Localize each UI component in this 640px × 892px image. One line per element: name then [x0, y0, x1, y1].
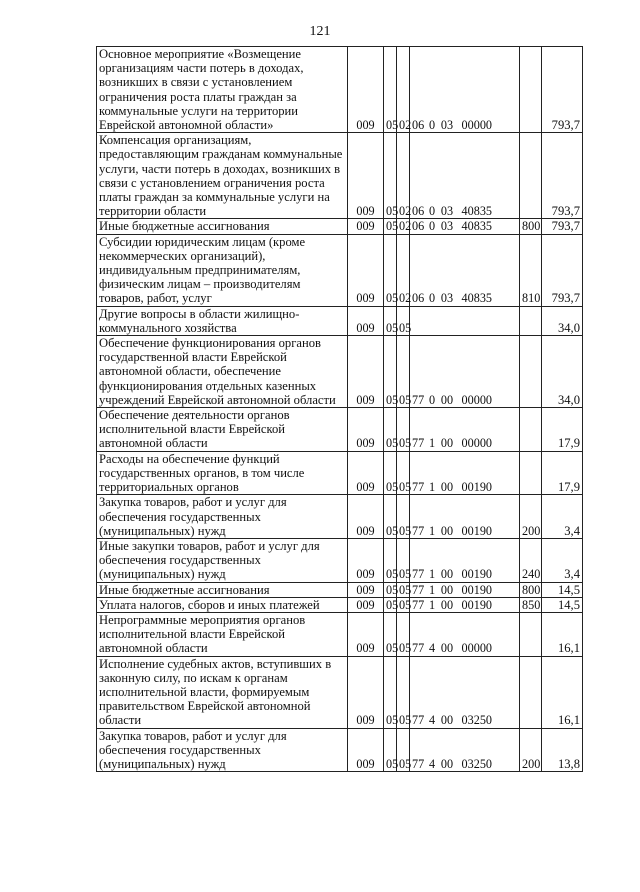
- target-article-part: 00: [440, 523, 454, 538]
- section-code-cell: 05: [384, 597, 397, 612]
- ministry-code-cell: 009: [348, 234, 384, 306]
- table-row: [97, 336, 583, 408]
- target-article-cell: [410, 133, 520, 219]
- expense-type-cell: [520, 451, 542, 495]
- expense-type-cell: [520, 612, 542, 656]
- ministry-code-cell: 009: [348, 336, 384, 408]
- table-row: [97, 612, 583, 656]
- target-article-part: 4: [428, 756, 436, 771]
- expense-type-cell: 810: [520, 234, 542, 306]
- target-article-part: 00190: [461, 523, 492, 538]
- table-row: [97, 495, 583, 539]
- table-row: [97, 656, 583, 728]
- target-article-part: 0: [428, 219, 436, 234]
- target-article-part: 00000: [461, 436, 492, 451]
- ministry-code-cell: 009: [348, 408, 384, 452]
- target-article-part: 00: [440, 436, 454, 451]
- expense-type-cell: [520, 133, 542, 219]
- amount-cell: 14,5: [542, 597, 583, 612]
- target-article-part: 0: [428, 291, 436, 306]
- expense-type-cell: [520, 47, 542, 133]
- target-article-part: 00: [440, 641, 454, 656]
- target-article-part: 1: [428, 597, 436, 612]
- ministry-code-cell: 009: [348, 451, 384, 495]
- target-article-cell: [410, 234, 520, 306]
- target-article-part: 1: [428, 480, 436, 495]
- target-article-cell: [410, 582, 520, 597]
- target-article-part: 00190: [461, 597, 492, 612]
- ministry-code-cell: 009: [348, 656, 384, 728]
- ministry-code-cell: 009: [348, 306, 384, 335]
- amount-cell: 793,7: [542, 47, 583, 133]
- subsection-code-cell: 02: [397, 219, 410, 234]
- amount-cell: 34,0: [542, 306, 583, 335]
- ministry-code-cell: 009: [348, 582, 384, 597]
- section-code-cell: 05: [384, 612, 397, 656]
- target-article-cell: [410, 47, 520, 133]
- subsection-code-cell: 05: [397, 495, 410, 539]
- amount-cell: 3,4: [542, 495, 583, 539]
- target-article-part: 00190: [461, 480, 492, 495]
- table-row: [97, 582, 583, 597]
- expense-type-cell: 240: [520, 538, 542, 582]
- table-row: [97, 306, 583, 335]
- amount-cell: 793,7: [542, 219, 583, 234]
- target-article-part: 77: [412, 480, 425, 495]
- target-article-cell: [410, 597, 520, 612]
- row-name-cell: Обеспечение деятельности органов исполнительной власти Еврейской автономной области: [97, 408, 348, 452]
- target-article-part: 00000: [461, 118, 492, 133]
- section-code-cell: 05: [384, 582, 397, 597]
- target-article-cell: [410, 408, 520, 452]
- subsection-code-cell: 05: [397, 408, 410, 452]
- section-code-cell: 05: [384, 495, 397, 539]
- subsection-code-cell: 05: [397, 728, 410, 772]
- subsection-code-cell: 05: [397, 582, 410, 597]
- row-name-cell: Расходы на обеспечение функций государственных органов, в том числе территориальных органов: [97, 451, 348, 495]
- target-article-part: 40835: [461, 204, 492, 219]
- amount-cell: 34,0: [542, 336, 583, 408]
- target-article-part: 00: [440, 480, 454, 495]
- target-article-part: 00: [440, 756, 454, 771]
- expense-type-cell: [520, 656, 542, 728]
- subsection-code-cell: 05: [397, 538, 410, 582]
- target-article-part: 77: [412, 641, 425, 656]
- target-article-part: 00: [440, 597, 454, 612]
- target-article-part: 03250: [461, 756, 492, 771]
- row-name-cell: Непрограммные мероприятия органов исполнительной власти Еврейской автономной области: [97, 612, 348, 656]
- ministry-code-cell: 009: [348, 219, 384, 234]
- amount-cell: 14,5: [542, 582, 583, 597]
- row-name-cell: Иные бюджетные ассигнования: [97, 219, 348, 234]
- section-code-cell: 05: [384, 306, 397, 335]
- section-code-cell: 05: [384, 133, 397, 219]
- row-name-cell: Субсидии юридическим лицам (кроме некоммерческих организаций), индивидуальным предпринимателям, физическим лицам – производителям товаров, работ, услуг: [97, 234, 348, 306]
- table-row: [97, 597, 583, 612]
- expense-type-cell: [520, 336, 542, 408]
- target-article-part: 77: [412, 523, 425, 538]
- budget-table: [96, 46, 583, 772]
- target-article-part: 77: [412, 436, 425, 451]
- target-article-part: 06: [412, 118, 425, 133]
- subsection-code-cell: 05: [397, 451, 410, 495]
- subsection-code-cell: 02: [397, 133, 410, 219]
- target-article-part: 00: [440, 392, 454, 407]
- row-name-cell: Иные закупки товаров, работ и услуг для обеспечения государственных (муниципальных) нужд: [97, 538, 348, 582]
- subsection-code-cell: 05: [397, 656, 410, 728]
- target-article-part: 4: [428, 641, 436, 656]
- target-article-part: 06: [412, 219, 425, 234]
- target-article-part: 03: [440, 219, 454, 234]
- target-article-part: 06: [412, 204, 425, 219]
- target-article-part: 00000: [461, 392, 492, 407]
- ministry-code-cell: 009: [348, 538, 384, 582]
- amount-cell: 13,8: [542, 728, 583, 772]
- target-article-cell: [410, 451, 520, 495]
- target-article-part: 77: [412, 597, 425, 612]
- row-name-cell: Другие вопросы в области жилищно-коммунального хозяйства: [97, 306, 348, 335]
- amount-cell: 17,9: [542, 451, 583, 495]
- expense-type-cell: 200: [520, 495, 542, 539]
- target-article-cell: [410, 306, 520, 335]
- section-code-cell: 05: [384, 656, 397, 728]
- row-name-cell: Основное мероприятие «Возмещение организациям части потерь в доходах, возникших в связи с установлением ограничения роста платы граждан за коммунальные услуги на территории Еврейской автономной области»: [97, 47, 348, 133]
- subsection-code-cell: 02: [397, 47, 410, 133]
- subsection-code-cell: 02: [397, 234, 410, 306]
- target-article-part: 00190: [461, 582, 492, 597]
- row-name-cell: Иные бюджетные ассигнования: [97, 582, 348, 597]
- section-code-cell: 05: [384, 336, 397, 408]
- subsection-code-cell: 05: [397, 612, 410, 656]
- target-article-part: 1: [428, 567, 436, 582]
- target-article-part: 00: [440, 713, 454, 728]
- section-code-cell: 05: [384, 234, 397, 306]
- row-name-cell: Компенсация организациям, предоставляющим гражданам коммунальные услуги, части потерь в доходах, возникших в связи с установлением ограничения роста платы граждан за коммунальные услуги на территории области: [97, 133, 348, 219]
- amount-cell: 16,1: [542, 612, 583, 656]
- target-article-part: 03: [440, 291, 454, 306]
- target-article-part: 1: [428, 436, 436, 451]
- table-row: [97, 133, 583, 219]
- section-code-cell: 05: [384, 408, 397, 452]
- target-article-part: 0: [428, 204, 436, 219]
- ministry-code-cell: 009: [348, 47, 384, 133]
- target-article-part: 00190: [461, 567, 492, 582]
- section-code-cell: 05: [384, 219, 397, 234]
- target-article-part: 1: [428, 582, 436, 597]
- target-article-part: 77: [412, 713, 425, 728]
- amount-cell: 17,9: [542, 408, 583, 452]
- subsection-code-cell: 05: [397, 306, 410, 335]
- row-name-cell: Исполнение судебных актов, вступивших в законную силу, по искам к органам исполнительной власти, формируемым правительством Еврейской автономной области: [97, 656, 348, 728]
- target-article-part: 00000: [461, 641, 492, 656]
- row-name-cell: Уплата налогов, сборов и иных платежей: [97, 597, 348, 612]
- expense-type-cell: [520, 306, 542, 335]
- target-article-cell: [410, 336, 520, 408]
- subsection-code-cell: 05: [397, 336, 410, 408]
- ministry-code-cell: 009: [348, 728, 384, 772]
- target-article-cell: [410, 728, 520, 772]
- target-article-part: 0: [428, 118, 436, 133]
- table-row: [97, 728, 583, 772]
- section-code-cell: 05: [384, 728, 397, 772]
- amount-cell: 16,1: [542, 656, 583, 728]
- expense-type-cell: [520, 408, 542, 452]
- target-article-part: 03: [440, 204, 454, 219]
- expense-type-cell: 850: [520, 597, 542, 612]
- table-row: [97, 408, 583, 452]
- ministry-code-cell: 009: [348, 133, 384, 219]
- section-code-cell: 05: [384, 538, 397, 582]
- section-code-cell: 05: [384, 47, 397, 133]
- target-article-part: 77: [412, 392, 425, 407]
- target-article-part: 0: [428, 392, 436, 407]
- table-row: [97, 234, 583, 306]
- target-article-part: 77: [412, 567, 425, 582]
- row-name-cell: Закупка товаров, работ и услуг для обеспечения государственных (муниципальных) нужд: [97, 495, 348, 539]
- amount-cell: 793,7: [542, 133, 583, 219]
- ministry-code-cell: 009: [348, 612, 384, 656]
- target-article-part: 4: [428, 713, 436, 728]
- amount-cell: 793,7: [542, 234, 583, 306]
- expense-type-cell: 200: [520, 728, 542, 772]
- target-article-part: 77: [412, 756, 425, 771]
- target-article-cell: [410, 612, 520, 656]
- target-article-cell: [410, 495, 520, 539]
- ministry-code-cell: 009: [348, 495, 384, 539]
- target-article-part: 77: [412, 582, 425, 597]
- table-row: [97, 538, 583, 582]
- target-article-part: 03250: [461, 713, 492, 728]
- section-code-cell: 05: [384, 451, 397, 495]
- ministry-code-cell: 009: [348, 597, 384, 612]
- table-row: [97, 451, 583, 495]
- expense-type-cell: 800: [520, 582, 542, 597]
- row-name-cell: Закупка товаров, работ и услуг для обеспечения государственных (муниципальных) нужд: [97, 728, 348, 772]
- row-name-cell: Обеспечение функционирования органов государственной власти Еврейской автономной области, обеспечение функционирования отдельных казенных учреждений Еврейской автономной области: [97, 336, 348, 408]
- target-article-part: 06: [412, 291, 425, 306]
- target-article-part: 40835: [461, 291, 492, 306]
- subsection-code-cell: 05: [397, 597, 410, 612]
- amount-cell: 3,4: [542, 538, 583, 582]
- target-article-cell: [410, 538, 520, 582]
- target-article-part: 40835: [461, 219, 492, 234]
- table-row: [97, 219, 583, 234]
- target-article-part: 00: [440, 582, 454, 597]
- table-row: [97, 47, 583, 133]
- table-body: [97, 47, 583, 772]
- target-article-cell: [410, 656, 520, 728]
- target-article-part: 00: [440, 567, 454, 582]
- target-article-part: 1: [428, 523, 436, 538]
- target-article-part: 03: [440, 118, 454, 133]
- expense-type-cell: 800: [520, 219, 542, 234]
- page-number: 121: [309, 24, 331, 39]
- target-article-cell: [410, 219, 520, 234]
